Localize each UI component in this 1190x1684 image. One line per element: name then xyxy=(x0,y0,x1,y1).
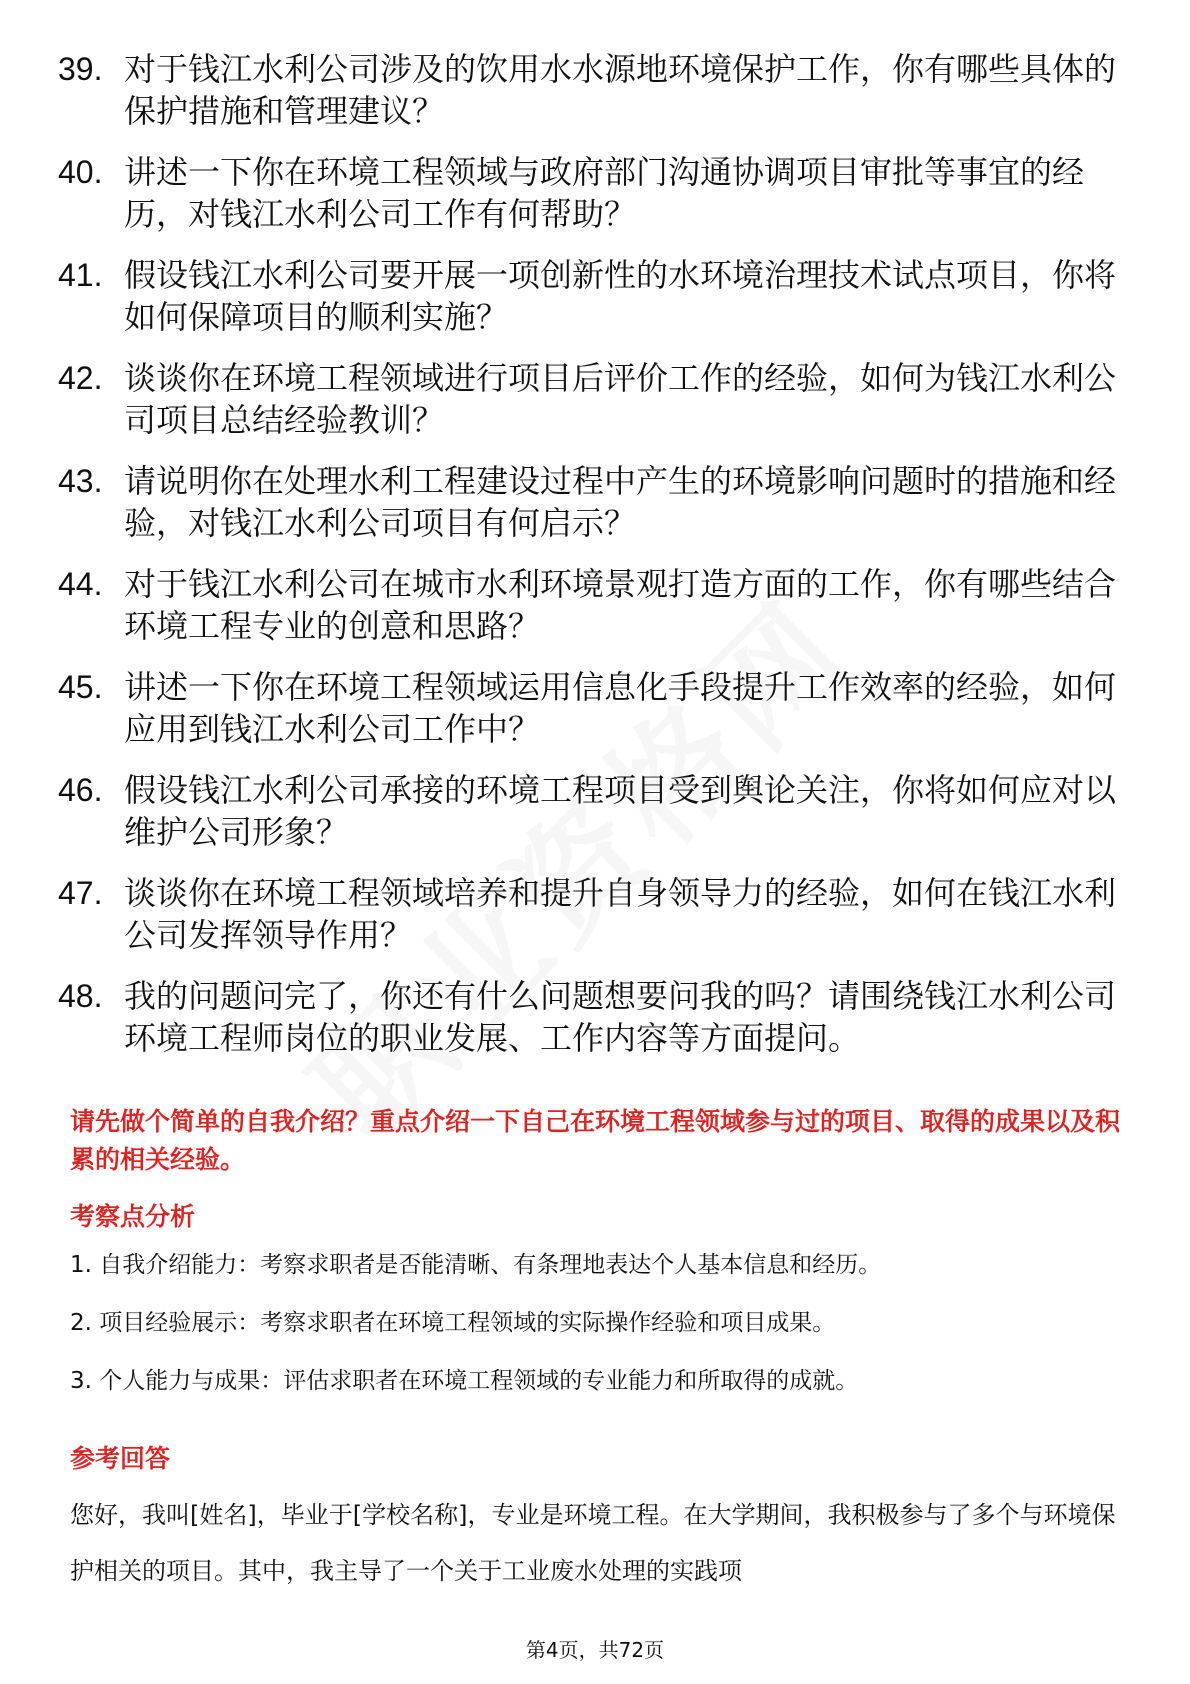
question-text: 谈谈你在环境工程领域进行项目后评价工作的经验，如何为钱江水利公司项目总结经验教训？ xyxy=(124,359,1117,439)
question-number: 41. xyxy=(58,257,103,293)
question-number: 40. xyxy=(58,154,103,190)
question-item xyxy=(58,872,1118,956)
question-text: 假设钱江水利公司承接的环境工程项目受到舆论关注，你将如何应对以维护公司形象？ xyxy=(124,771,1117,851)
question-item xyxy=(58,563,1118,647)
question-item xyxy=(58,460,1118,544)
question-text: 对于钱江水利公司涉及的饮用水水源地环境保护工作，你有哪些具体的保护措施和管理建议？ xyxy=(124,50,1117,130)
analysis-list xyxy=(70,1248,1120,1422)
question-text: 我的问题问完了，你还有什么问题想要问我的吗？请围绕钱江水利公司环境工程师岗位的职业发展、工作内容等方面提问。 xyxy=(124,977,1117,1057)
question-text: 讲述一下你在环境工程领域与政府部门沟通协调项目审批等事宜的经历，对钱江水利公司工作有何帮助？ xyxy=(124,153,1085,233)
main-question-heading: 请先做个简单的自我介绍？重点介绍一下自己在环境工程领域参与过的项目、取得的成果以及积累的相关经验。 xyxy=(70,1107,1121,1174)
question-item xyxy=(58,48,1118,132)
analysis-point: 1. 自我介绍能力：考察求职者是否能清晰、有条理地表达个人基本信息和经历。 xyxy=(70,1252,882,1278)
question-number: 44. xyxy=(58,566,103,602)
question-number: 39. xyxy=(58,51,103,87)
question-item xyxy=(58,666,1118,750)
question-text: 对于钱江水利公司在城市水利环境景观打造方面的工作，你有哪些结合环境工程专业的创意和思路？ xyxy=(124,565,1117,645)
question-number: 45. xyxy=(58,669,103,705)
analysis-point: 2. 项目经验展示：考察求职者在环境工程领域的实际操作经验和项目成果。 xyxy=(70,1310,836,1336)
question-list xyxy=(58,48,1118,1078)
page-number: 第4页，共72页 xyxy=(525,1638,665,1662)
question-item xyxy=(58,357,1118,441)
question-item xyxy=(58,975,1118,1059)
question-number: 47. xyxy=(58,875,103,911)
question-number: 48. xyxy=(58,978,103,1014)
question-text: 谈谈你在环境工程领域培养和提升自身领导力的经验，如何在钱江水利公司发挥领导作用？ xyxy=(124,874,1117,954)
answer-text: 您好，我叫[姓名]，毕业于[学校名称]，专业是环境工程。在大学期间，我积极参与了多个与环境保护相关的项目。其中，我主导了一个关于工业废水处理的实践项 xyxy=(70,1501,1116,1585)
analysis-point: 3. 个人能力与成果：评估求职者在环境工程领域的专业能力和所取得的成就。 xyxy=(70,1368,859,1394)
question-text: 讲述一下你在环境工程领域运用信息化手段提升工作效率的经验，如何应用到钱江水利公司工作中？ xyxy=(124,668,1117,748)
question-text: 请说明你在处理水利工程建设过程中产生的环境影响问题时的措施和经验，对钱江水利公司项目有何启示？ xyxy=(124,462,1117,542)
question-number: 42. xyxy=(58,360,103,396)
question-number: 43. xyxy=(58,463,103,499)
question-item xyxy=(58,254,1118,338)
answer-heading: 参考回答 xyxy=(70,1444,171,1473)
analysis-heading: 考察点分析 xyxy=(70,1202,196,1231)
question-number: 46. xyxy=(58,772,103,808)
question-item xyxy=(58,151,1118,235)
question-item xyxy=(58,769,1118,853)
question-text: 假设钱江水利公司要开展一项创新性的水环境治理技术试点项目，你将如何保障项目的顺利实施？ xyxy=(124,256,1117,336)
